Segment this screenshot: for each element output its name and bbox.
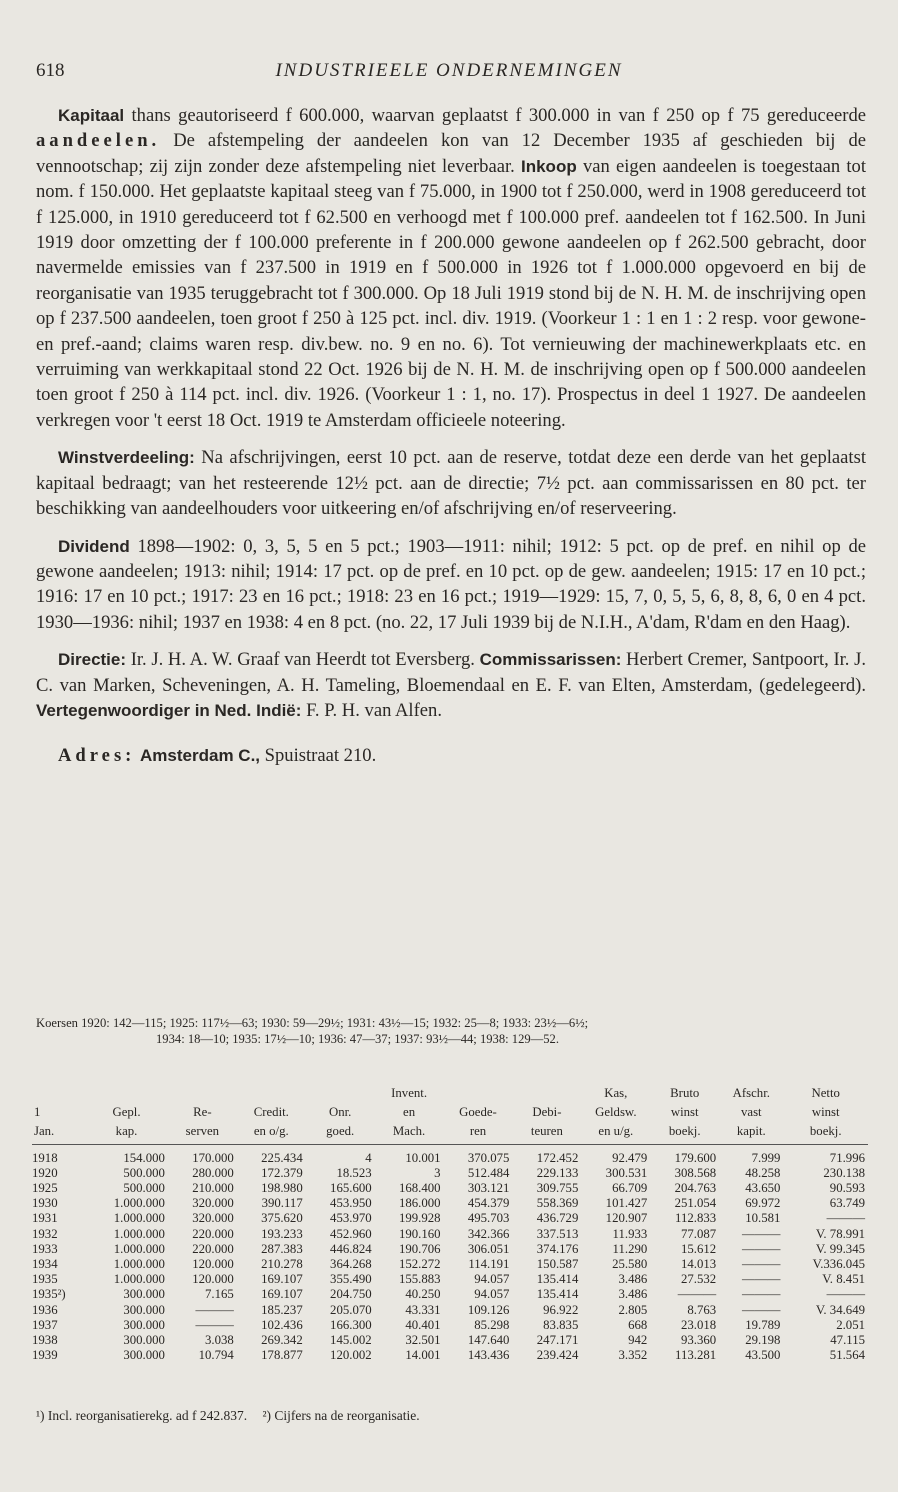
- footnote-1: ¹) Incl. reorganisatierekg. ad f 242.837.: [36, 1408, 248, 1423]
- table-cell: 558.369: [536, 1196, 579, 1211]
- table-cell: ———: [826, 1287, 865, 1302]
- table-cell: 40.401: [405, 1317, 441, 1332]
- table-cell: 93.360: [680, 1333, 717, 1348]
- table-row: [32, 1257, 868, 1272]
- financial-table-body: [32, 1144, 868, 1363]
- table-cell: 94.057: [474, 1272, 510, 1287]
- table-row: [32, 1303, 868, 1318]
- table-header-cell: [168, 1086, 237, 1105]
- table-header-cell: [237, 1086, 306, 1105]
- table-header-cell: serven: [168, 1124, 237, 1144]
- winstverdeeling-paragraph: [36, 445, 866, 521]
- kapitaal-paragraph: [36, 103, 866, 433]
- table-cell: 199.928: [398, 1211, 441, 1226]
- table-cell: 1935²): [32, 1287, 66, 1302]
- footnote-2: ²) Cijfers na de reorganisatie.: [262, 1408, 420, 1423]
- table-header-cell: [32, 1086, 85, 1105]
- table-header-cell: Jan.: [32, 1124, 85, 1144]
- running-title: INDUSTRIEELE ONDERNEMINGEN: [275, 60, 623, 81]
- table-cell: 220.000: [192, 1226, 234, 1241]
- table-cell: 43.331: [405, 1302, 441, 1317]
- table-cell: 1925: [32, 1181, 58, 1196]
- table-cell: 320.000: [192, 1211, 234, 1226]
- table-cell: 2.805: [618, 1302, 648, 1317]
- table-cell: 1937: [32, 1317, 58, 1332]
- directie-paragraph: [36, 647, 866, 723]
- table-cell: 120.907: [605, 1211, 648, 1226]
- table-cell: 205.070: [330, 1302, 372, 1317]
- table-cell: 668: [628, 1317, 648, 1332]
- table-cell: 495.703: [467, 1211, 510, 1226]
- table-cell: 251.054: [674, 1196, 717, 1211]
- table-header-row: [32, 1105, 868, 1124]
- table-cell: 1.000.000: [113, 1211, 165, 1226]
- table-cell: 85.298: [474, 1317, 510, 1332]
- table-header-row: [32, 1124, 868, 1144]
- table-cell: 18.523: [336, 1165, 372, 1180]
- table-cell: 1931: [32, 1211, 58, 1226]
- table-cell: 135.414: [536, 1287, 579, 1302]
- table-cell: 185.237: [261, 1302, 303, 1317]
- table-cell: 500.000: [123, 1181, 165, 1196]
- table-cell: 225.434: [261, 1150, 303, 1165]
- table-cell: 287.383: [261, 1241, 303, 1256]
- table-cell: 186.000: [398, 1196, 441, 1211]
- table-cell: 135.414: [536, 1272, 579, 1287]
- adres-label: Adres:: [58, 745, 136, 767]
- table-cell: 96.922: [543, 1302, 579, 1317]
- table-header-cell: Debi-: [532, 1105, 562, 1120]
- table-cell: V.336.045: [812, 1257, 865, 1272]
- table-row: [32, 1287, 868, 1302]
- table-cell: 453.950: [330, 1196, 372, 1211]
- table-cell: V. 8.451: [822, 1272, 865, 1287]
- table-cell: 1.000.000: [113, 1226, 165, 1241]
- table-cell: 239.424: [536, 1348, 579, 1363]
- kapitaal-spaced-word: aandeelen.: [36, 130, 161, 152]
- kapitaal-text-3: van eigen aandeelen is toegestaan tot nom. f 150.000. Het geplaatste kapitaal steeg van f 75.000, in 1900 tot f 250.000, werd in 1908 gereduceerd tot f 125.000, in 1910 gereduceerd tot f 62.500 en verhoogd met f 100.000 pref. aandeelen tot f 162.500. In Juni 1919 door omzetting der f 100.000 preferente in f 200.000 gewone aandeelen op f 262.500 gebracht, door navermelde emissies van f 237.500 in 1919 en f 500.000 in 1926 tot f 1.000.000 opgevoerd en bij de reorganisatie van 1935 teruggebracht tot f 300.000. Op 18 Juli 1919 stond bij de N. H. M. de inschrijving open op f 237.500 aandeelen, toen groot f 250 à 125 pct. incl. div. 1919. (Voorkeur 1 : 1 en 1 : 2 resp. voor gewone- en pref.-aand; claims waren resp. div.bew. no. 9 en no. 6). Tot vernieuwing der machinewerkplaats etc. en verruiming van werkkapitaal stond 22 Oct. 1926 bij de N. H. M. de inschrijving open op f 500.000 aandeelen toen groot f 250 à 114 pct. incl. div. 1926. (Voorkeur 1 : 1, no. 17). Prospectus in deel 1 1927. De aandeelen verkregen voor 't eerst 18 Oct. 1919 te Amsterdam officieele noteering.: [36, 155, 866, 431]
- table-header-cell: [444, 1086, 513, 1105]
- table-cell: 300.531: [605, 1165, 648, 1180]
- table-cell: 308.568: [674, 1165, 717, 1180]
- table-cell: 4: [365, 1150, 372, 1165]
- table-header-cell: [306, 1086, 375, 1105]
- table-cell: 370.075: [467, 1150, 510, 1165]
- koersen-line-2: 1934: 18—10; 1935: 17½—10; 1936: 47—37; 1937: 93½—44; 1938: 129—52.: [156, 1032, 560, 1046]
- table-cell: 10.794: [198, 1348, 234, 1363]
- table-cell: 446.824: [330, 1241, 372, 1256]
- table-header-cell: goed.: [306, 1124, 375, 1144]
- table-cell: 436.729: [536, 1211, 579, 1226]
- table-header-cell: en u/g.: [581, 1124, 650, 1144]
- table-cell: 210.000: [192, 1181, 234, 1196]
- table-cell: 1.000.000: [113, 1257, 165, 1272]
- table-header-cell: winst: [811, 1105, 840, 1120]
- table-cell: 11.290: [612, 1241, 648, 1256]
- table-cell: 169.107: [261, 1287, 303, 1302]
- table-cell: 143.436: [467, 1348, 510, 1363]
- table-header-cell: boekj.: [650, 1124, 719, 1144]
- table-cell: 1930: [32, 1196, 58, 1211]
- table-cell: V. 99.345: [815, 1241, 865, 1256]
- table-header-cell: Netto: [811, 1086, 840, 1100]
- table-cell: 92.479: [612, 1150, 648, 1165]
- table-cell: ———: [742, 1272, 781, 1287]
- adres-paragraph: [36, 743, 866, 768]
- winstverdeeling-text: Na afschrijvingen, eerst 10 pct. aan de reserve, totdat deze een derde van het geplaatst kapitaal bedraagt; van het resteerende 12½ pct. aan de directie; 7½ pct. aan commissarissen en 80 pct. ter beschikking van aandeelhouders voor uitkeering en/of afschrijving en/of reserveering.: [36, 447, 866, 520]
- table-cell: 94.057: [474, 1287, 510, 1302]
- table-header-cell: teuren: [512, 1124, 581, 1144]
- table-header-cell: [85, 1086, 168, 1105]
- table-cell: ———: [742, 1226, 781, 1241]
- table-cell: 204.763: [674, 1181, 717, 1196]
- table-cell: 14.013: [680, 1257, 717, 1272]
- table-header-cell: boekj.: [783, 1124, 868, 1144]
- body-text: [36, 103, 866, 781]
- table-header-cell: Kas,: [604, 1086, 628, 1100]
- table-header-cell: vast: [740, 1105, 762, 1120]
- table-cell: 2.051: [836, 1317, 865, 1332]
- table-row: [32, 1211, 868, 1226]
- table-cell: 309.755: [536, 1181, 579, 1196]
- table-cell: 10.001: [405, 1150, 441, 1165]
- table-cell: 109.126: [467, 1302, 510, 1317]
- table-header-cell: ren: [444, 1124, 513, 1144]
- table-cell: 1918: [32, 1150, 58, 1165]
- table-cell: 32.501: [405, 1333, 441, 1348]
- directie-text-3: F. P. H. van Alfen.: [301, 699, 442, 721]
- table-cell: 66.709: [612, 1181, 648, 1196]
- table-header-cell: winst: [670, 1105, 699, 1120]
- table-cell: 43.650: [745, 1181, 781, 1196]
- table-cell: 71.996: [829, 1150, 865, 1165]
- table-cell: 190.160: [398, 1226, 441, 1241]
- table-cell: 300.000: [123, 1348, 165, 1363]
- dividend-paragraph: [36, 534, 866, 636]
- table-header-cell: en o/g.: [237, 1124, 306, 1144]
- table-cell: 27.532: [680, 1272, 717, 1287]
- table-cell: 375.620: [261, 1211, 303, 1226]
- table-cell: 23.018: [680, 1317, 717, 1332]
- table-header-cell: Invent.: [391, 1086, 428, 1100]
- table-cell: 69.972: [745, 1196, 781, 1211]
- table-cell: 114.191: [468, 1257, 510, 1272]
- table-cell: 190.706: [398, 1241, 441, 1256]
- table-cell: 1935: [32, 1272, 58, 1287]
- table-cell: 453.970: [330, 1211, 372, 1226]
- running-header: [36, 60, 862, 90]
- table-header-row: [32, 1086, 868, 1105]
- footnotes: [36, 1408, 866, 1424]
- table-cell: 210.278: [261, 1257, 303, 1272]
- table-cell: ———: [195, 1317, 234, 1332]
- table-cell: 113.281: [675, 1348, 717, 1363]
- financial-table: [32, 1086, 868, 1363]
- table-header-cell: Gepl.: [112, 1105, 141, 1120]
- table-header-cell: [512, 1086, 581, 1105]
- table-cell: 3.486: [618, 1272, 648, 1287]
- table-cell: 120.002: [330, 1348, 372, 1363]
- table-cell: 364.268: [330, 1257, 372, 1272]
- table-cell: 1.000.000: [113, 1272, 165, 1287]
- vertegenwoordiger-label: Vertegenwoordiger in Ned. Indië:: [36, 700, 302, 720]
- table-row: [32, 1318, 868, 1333]
- table-cell: 1920: [32, 1165, 58, 1180]
- table-cell: 150.587: [536, 1257, 579, 1272]
- page-number: 618: [36, 60, 65, 81]
- table-cell: 3.486: [618, 1287, 648, 1302]
- table-header-cell: 1: [34, 1105, 41, 1120]
- table-header-cell: Bruto: [670, 1086, 700, 1100]
- table-row: [32, 1333, 868, 1348]
- table-cell: 303.121: [467, 1181, 510, 1196]
- table-cell: 1934: [32, 1257, 58, 1272]
- table-cell: 3.038: [205, 1333, 234, 1348]
- table-cell: 25.580: [612, 1257, 648, 1272]
- table-row: [32, 1166, 868, 1181]
- table-cell: 14.001: [405, 1348, 441, 1363]
- table-cell: ———: [677, 1287, 717, 1302]
- table-cell: V. 78.991: [815, 1226, 865, 1241]
- table-cell: 1939: [32, 1348, 58, 1363]
- table-cell: 11.933: [612, 1226, 648, 1241]
- table-cell: 179.600: [674, 1150, 717, 1165]
- table-cell: 374.176: [536, 1241, 579, 1256]
- directie-text-2: Herbert Cremer, Santpoort, Ir. J. C. van Marken, Scheveningen, A. H. Tameling, Bloemendaal en E. F. van Elten, Amsterdam, (gedelegeerd).: [36, 649, 867, 696]
- table-cell: 300.000: [123, 1333, 165, 1348]
- table-cell: 172.452: [536, 1150, 579, 1165]
- table-cell: 512.484: [467, 1165, 510, 1180]
- koersen-block: [36, 1015, 866, 1047]
- table-cell: 178.877: [261, 1348, 303, 1363]
- table-row: [32, 1272, 868, 1287]
- inkoop-label: Inkoop: [521, 156, 577, 176]
- table-cell: 40.250: [405, 1287, 441, 1302]
- table-cell: 1.000.000: [113, 1196, 165, 1211]
- table-header-cell: Re-: [193, 1105, 212, 1120]
- table-cell: 15.612: [680, 1241, 717, 1256]
- table-cell: 300.000: [123, 1302, 165, 1317]
- table-cell: 43.500: [745, 1348, 781, 1363]
- table-cell: 47.115: [830, 1333, 865, 1348]
- table-cell: 165.600: [330, 1181, 372, 1196]
- table-row: [32, 1181, 868, 1196]
- table-header-cell: Mach.: [375, 1124, 444, 1144]
- table-cell: 172.379: [261, 1165, 303, 1180]
- directie-text-1: Ir. J. H. A. W. Graaf van Heerdt tot Eversberg.: [126, 649, 480, 671]
- table-cell: 166.300: [330, 1317, 372, 1332]
- table-cell: 220.000: [192, 1241, 234, 1256]
- table-cell: 942: [628, 1333, 648, 1348]
- table-cell: 77.087: [680, 1226, 717, 1241]
- table-cell: 154.000: [123, 1150, 165, 1165]
- dividend-label: Dividend: [58, 536, 130, 556]
- financial-table-header: [32, 1086, 868, 1144]
- table-row: [32, 1242, 868, 1257]
- table-cell: 1.000.000: [113, 1241, 165, 1256]
- table-cell: 269.342: [261, 1333, 303, 1348]
- table-cell: 3.352: [618, 1348, 648, 1363]
- table-cell: 145.002: [330, 1333, 372, 1348]
- kapitaal-label: Kapitaal: [58, 106, 125, 125]
- table-cell: 355.490: [330, 1272, 372, 1287]
- table-cell: 51.564: [829, 1348, 865, 1363]
- table-cell: ———: [742, 1241, 781, 1256]
- table-cell: 63.749: [829, 1196, 865, 1211]
- table-cell: V. 34.649: [815, 1302, 865, 1317]
- table-cell: 29.198: [745, 1333, 781, 1348]
- table-cell: 1933: [32, 1241, 58, 1256]
- directie-label: Directie:: [58, 650, 127, 670]
- table-cell: 1936: [32, 1302, 58, 1317]
- table-cell: 155.883: [398, 1272, 441, 1287]
- table-cell: 147.640: [467, 1333, 510, 1348]
- table-cell: 3: [434, 1165, 441, 1180]
- table-cell: 1932: [32, 1226, 58, 1241]
- table-cell: ———: [195, 1302, 234, 1317]
- table-row: [32, 1196, 868, 1211]
- table-cell: 19.789: [745, 1317, 781, 1332]
- table-cell: 169.107: [261, 1272, 303, 1287]
- table-cell: ———: [742, 1257, 781, 1272]
- table-cell: 10.581: [745, 1211, 781, 1226]
- winstverdeeling-label: Winstverdeeling:: [58, 448, 195, 468]
- table-cell: 90.593: [829, 1181, 865, 1196]
- table-cell: 204.750: [330, 1287, 372, 1302]
- table-cell: 170.000: [192, 1150, 234, 1165]
- table-header-cell: Afschr.: [732, 1086, 770, 1100]
- table-cell: 300.000: [123, 1287, 165, 1302]
- table-cell: 193.233: [261, 1226, 303, 1241]
- table-cell: 337.513: [536, 1226, 579, 1241]
- table-cell: 102.436: [261, 1317, 303, 1332]
- table-cell: 500.000: [123, 1165, 165, 1180]
- table-cell: 7.999: [751, 1150, 781, 1165]
- kapitaal-text-1: thans geautoriseerd f 600.000, waarvan geplaatst f 300.000 in van f 250 op f 75 gereduceerde: [124, 105, 866, 126]
- koersen-line-1: Koersen 1920: 142—115; 1925: 117½—63; 1930: 59—29½; 1931: 43½—15; 1932: 25—8; 1933: 23½—6½;: [36, 1016, 589, 1030]
- table-cell: 306.051: [467, 1241, 510, 1256]
- table-cell: 120.000: [192, 1272, 234, 1287]
- table-cell: 230.138: [823, 1165, 865, 1180]
- table-cell: 198.980: [261, 1181, 303, 1196]
- table-cell: 101.427: [605, 1196, 648, 1211]
- table-cell: 168.400: [398, 1181, 441, 1196]
- table-cell: 454.379: [467, 1196, 510, 1211]
- table-row: [32, 1144, 868, 1166]
- table-cell: 112.833: [675, 1211, 717, 1226]
- table-cell: 300.000: [123, 1317, 165, 1332]
- adres-street: Spuistraat 210.: [260, 745, 377, 767]
- table-header-cell: Credit.: [253, 1105, 289, 1120]
- table-cell: 1938: [32, 1333, 58, 1348]
- table-cell: 320.000: [192, 1196, 234, 1211]
- table-cell: 390.117: [261, 1196, 303, 1211]
- dividend-text: 1898—1902: 0, 3, 5, 5 en 5 pct.; 1903—1911: nihil; 1912: 5 pct. op de pref. en nihil op de gewone aandeelen; 1913: nihil; 1914: 17 pct. op de pref. en 10 pct. op de gew. aandeelen; 1915: 17 en 10 pct.; 1916: 17 en 10 pct.; 1917: 23 en 16 pct.; 1918: 23 en 16 pct.; 1919—1929: 15, 7, 0, 5, 5, 6, 8, 8, 6, 0 en 4 pct. 1930—1936: nihil; 1937 en 1938: 4 en 8 pct. (no. 22, 17 Juli 1939 bij de N.I.H., A'dam, R'dam en den Haag).: [36, 535, 866, 633]
- table-header-cell: Onr.: [328, 1105, 352, 1120]
- table-cell: 229.133: [536, 1165, 579, 1180]
- table-cell: ———: [826, 1211, 865, 1226]
- table-header-cell: Geldsw.: [595, 1105, 637, 1120]
- table-cell: 452.960: [330, 1226, 372, 1241]
- commissarissen-label: Commissarissen:: [479, 650, 622, 670]
- table-cell: 247.171: [536, 1333, 579, 1348]
- table-cell: 280.000: [192, 1165, 234, 1180]
- table-cell: 152.272: [398, 1257, 441, 1272]
- table-cell: 7.165: [205, 1287, 234, 1302]
- table-header-cell: en: [403, 1105, 416, 1120]
- table-cell: 8.763: [687, 1302, 717, 1317]
- kapitaal-text-2: De afstempeling der aandeelen kon van 12 December 1935 af geschieden bij de vennootschap; zij zijn zonder deze afstempeling niet leverbaar.: [36, 130, 866, 177]
- adres-city: Amsterdam C.,: [140, 746, 261, 766]
- table-cell: 120.000: [192, 1257, 234, 1272]
- table-cell: 83.835: [543, 1317, 579, 1332]
- table-cell: ———: [742, 1287, 781, 1302]
- table-header-cell: kapit.: [719, 1124, 783, 1144]
- table-row: [32, 1348, 868, 1363]
- table-cell: 342.366: [467, 1226, 510, 1241]
- table-cell: 48.258: [745, 1165, 781, 1180]
- table-header-cell: kap.: [85, 1124, 168, 1144]
- table-cell: ———: [742, 1302, 781, 1317]
- table-row: [32, 1227, 868, 1242]
- table-header-cell: Goede-: [459, 1105, 497, 1120]
